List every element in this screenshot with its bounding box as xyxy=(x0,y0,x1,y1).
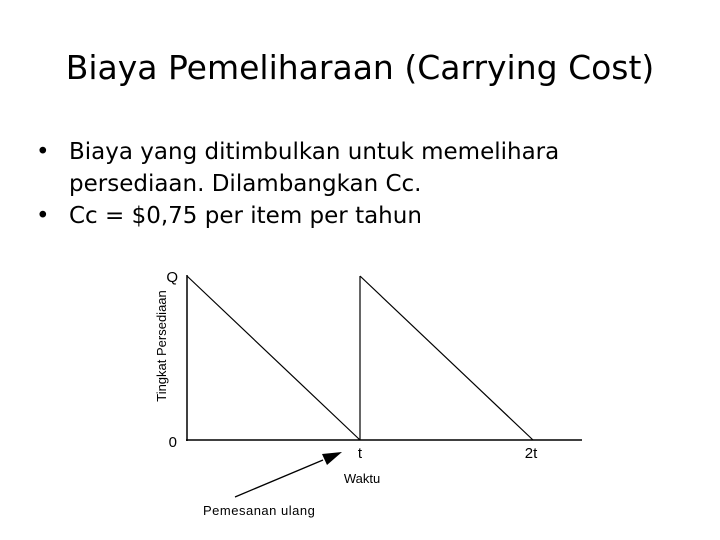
bullet-text: Cc = $0,75 per item per tahun xyxy=(69,203,422,229)
reorder-annotation: Pemesanan ulang xyxy=(203,503,316,518)
bullet-marker: • xyxy=(36,203,50,229)
tick-label-t: t xyxy=(357,445,363,462)
origin-label: 0 xyxy=(168,434,177,451)
reorder-arrow-head xyxy=(322,452,342,465)
tick-label-2t: 2t xyxy=(524,445,538,462)
page-title: Biaya Pemeliharaan (Carrying Cost) xyxy=(65,48,655,87)
depletion-line-cycle-2 xyxy=(360,276,533,440)
bullet-text: Biaya yang ditimbulkan untuk memelihara persediaan. Dilambangkan Cc. xyxy=(69,139,560,197)
y-top-label: Q xyxy=(166,269,178,286)
x-axis-label: Waktu xyxy=(343,471,381,486)
depletion-line-cycle-1 xyxy=(187,276,360,440)
reorder-arrow-line xyxy=(235,460,323,497)
y-axis-label: Tingkat Persediaan xyxy=(154,290,169,402)
bullet-marker: • xyxy=(36,139,50,165)
